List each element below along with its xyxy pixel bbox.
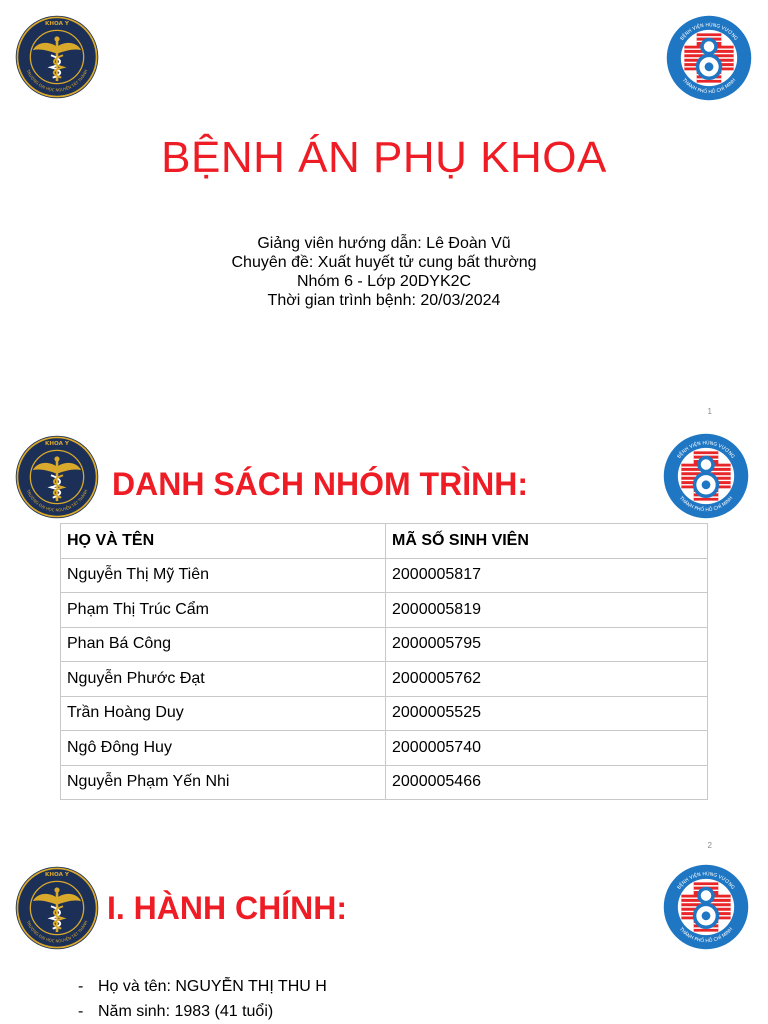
table-row [61, 696, 708, 731]
member-name: Ngô Đông Huy [61, 731, 386, 766]
svg-text:TRƯỜNG ĐẠI HỌC NGUYỄN TẤT THÀN: TRƯỜNG ĐẠI HỌC NGUYỄN TẤT THÀNH [25, 68, 89, 93]
info-topic: Chuyên đề: Xuất huyết tử cung bất thường [231, 254, 537, 271]
member-name: Trần Hoàng Duy [61, 696, 386, 731]
list-item [78, 999, 327, 1024]
faculty-caduceus-logo [14, 14, 100, 100]
svg-text:TRƯỜNG ĐẠI HỌC NGUYỄN TẤT THÀN: TRƯỜNG ĐẠI HỌC NGUYỄN TẤT THÀNH [25, 488, 89, 513]
group-list-slide [0, 430, 768, 855]
svg-text:BỆNH VIỆN HÙNG VƯƠNG: BỆNH VIỆN HÙNG VƯƠNG [677, 872, 735, 891]
column-header-name: HỌ VÀ TÊN [61, 524, 386, 559]
member-student-id: 2000005819 [386, 593, 708, 628]
member-student-id: 2000005795 [386, 627, 708, 662]
svg-text:KHOA Y: KHOA Y [45, 871, 69, 878]
member-student-id: 2000005525 [386, 696, 708, 731]
table-row [61, 627, 708, 662]
patient-name: Họ và tên: NGUYỄN THỊ THU H [98, 978, 327, 995]
patient-info-list [78, 974, 327, 1024]
svg-text:THÀNH PHỐ HỒ CHÍ MINH: THÀNH PHỐ HỒ CHÍ MINH [677, 927, 735, 945]
svg-text:TRƯỜNG ĐẠI HỌC NGUYỄN TẤT THÀN: TRƯỜNG ĐẠI HỌC NGUYỄN TẤT THÀNH [25, 919, 89, 944]
svg-text:KHOA Y: KHOA Y [45, 20, 69, 27]
section-title: I. HÀNH CHÍNH: [107, 890, 347, 926]
member-student-id: 2000005466 [386, 765, 708, 800]
presentation-info [0, 234, 768, 310]
section-title: DANH SÁCH NHÓM TRÌNH: [112, 466, 528, 502]
member-table [60, 523, 708, 800]
table-header-row [61, 524, 708, 559]
member-student-id: 2000005817 [386, 558, 708, 593]
svg-text:BỆNH VIỆN HÙNG VƯƠNG: BỆNH VIỆN HÙNG VƯƠNG [677, 441, 735, 460]
administrative-slide [0, 855, 768, 1024]
table-row [61, 662, 708, 697]
list-item [78, 974, 327, 999]
info-instructor: Giảng viên hướng dẫn: Lê Đoàn Vũ [257, 235, 511, 252]
title-slide [0, 0, 768, 430]
svg-text:THÀNH PHỐ HỒ CHÍ MINH: THÀNH PHỐ HỒ CHÍ MINH [677, 496, 735, 514]
info-group-class: Nhóm 6 - Lớp 20DYK2C [296, 273, 472, 290]
hospital-cross-logo [662, 432, 750, 520]
faculty-caduceus-logo [14, 434, 100, 520]
slide-number: 2 [707, 841, 712, 850]
hospital-cross-logo [662, 863, 750, 951]
hospital-cross-logo [665, 14, 753, 102]
column-header-student-id: MÃ SỐ SINH VIÊN [386, 524, 708, 559]
table-row [61, 731, 708, 766]
member-student-id: 2000005762 [386, 662, 708, 697]
member-name: Phan Bá Công [61, 627, 386, 662]
svg-text:BỆNH VIỆN HÙNG VƯƠNG: BỆNH VIỆN HÙNG VƯƠNG [680, 23, 738, 42]
table-row [61, 558, 708, 593]
patient-birth-year: Năm sinh: 1983 (41 tuổi) [98, 1003, 274, 1020]
member-name: Phạm Thị Trúc Cẩm [61, 593, 386, 628]
faculty-caduceus-logo [14, 865, 100, 951]
member-name: Nguyễn Phạm Yến Nhi [61, 765, 386, 800]
member-name: Nguyễn Phước Đạt [61, 662, 386, 697]
table-row [61, 593, 708, 628]
member-student-id: 2000005740 [386, 731, 708, 766]
slide-number: 1 [707, 407, 712, 416]
info-date: Thời gian trình bệnh: 20/03/2024 [267, 292, 501, 309]
member-name: Nguyễn Thị Mỹ Tiên [61, 558, 386, 593]
table-row [61, 765, 708, 800]
svg-text:KHOA Y: KHOA Y [45, 440, 69, 447]
page-title: BỆNH ÁN PHỤ KHOA [161, 133, 607, 182]
bullet-marker: - [78, 978, 84, 995]
bullet-marker: - [78, 1003, 84, 1020]
svg-text:THÀNH PHỐ HỒ CHÍ MINH: THÀNH PHỐ HỒ CHÍ MINH [680, 78, 738, 96]
